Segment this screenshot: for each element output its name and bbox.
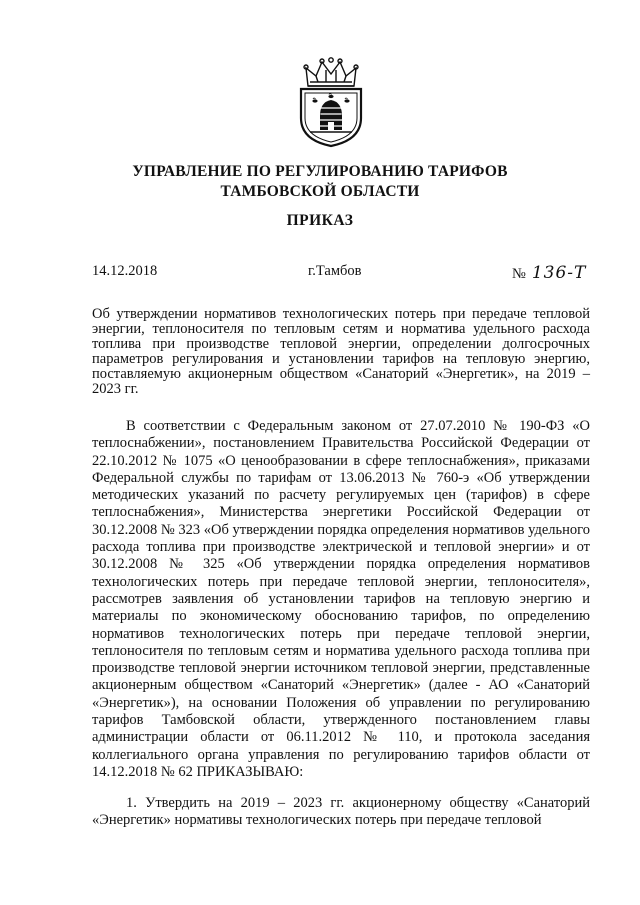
order-date: 14.12.2018 (92, 263, 158, 279)
preamble-paragraph: В соответствии с Федеральным законом от 27.07.2010 № 190-ФЗ «О теплоснабжении», постановлением Правительства Российской Федерации от 22.10.2012 № 1075 «О ценообразовании в сфере теплоснабжения», приказами Федеральной службы по тарифам от 13.06.2013 № 760-э «Об утверждении методических указаний по расчету регулируемых цен (тарифов) в сфере теплоснабжения», Министерства энергетики Российской Федерации от 30.12.2008 № 323 «Об утверждении порядка определения нормативов удельного расхода топлива при производстве электрической и тепловой энергии» и от 30.12.2008 № 325 «Об утверждении порядка определения нормативов технологических потерь при передаче тепловой энергии, теплоносителя», рассмотрев заявления об установлении тарифов на тепловую энергию и материалы по экономическому обоснованию тарифов, по определению нормативов технологических потерь при передаче тепловой энергии, теплоносителя по тепловым сетям и норматива удельного расхода топлива при производстве тепловой энергии источником тепловой энергии, представленные акционерным обществом «Санаторий «Энергетик» (далее - АО «Санаторий «Энергетик»), на основании Положения об управлении по регулированию тарифов Тамбовской области, утвержденного постановлением главы администрации области от 06.11.2012 № 110, и протокола заседания коллегиального органа управления по регулированию тарифов области от 14.12.2018 № 62 ПРИКАЗЫВАЮ: (92, 418, 590, 780)
organization-name-line2: ТАМБОВСКОЙ ОБЛАСТИ (220, 183, 420, 200)
order-number-handwritten: 136-Т (531, 263, 587, 283)
order-number (512, 263, 586, 283)
order-subject: Об утверждении нормативов технологических потерь при передаче тепловой энергии, теплоносителя по тепловым сетям и норматива удельного расхода топлива при производстве тепловой энергии, определении долгосрочных параметров регулирования и установлении тарифов на тепловую энергию, поставляемую акционерным обществом «Санаторий «Энергетик», на 2019 – 2023 гг. (92, 306, 590, 397)
order-city: г.Тамбов (308, 263, 362, 279)
organization-name (0, 162, 640, 202)
order-number-label: № (512, 266, 526, 282)
document-type: ПРИКАЗ (286, 212, 354, 229)
organization-name-line1: УПРАВЛЕНИЕ ПО РЕГУЛИРОВАНИЮ ТАРИФОВ (132, 163, 508, 180)
tambov-region-coat-of-arms-icon (292, 56, 370, 148)
order-item-1: 1. Утвердить на 2019 – 2023 гг. акционерному обществу «Санаторий «Энергетик» нормативы технологических потерь при передаче тепловой (92, 795, 590, 829)
